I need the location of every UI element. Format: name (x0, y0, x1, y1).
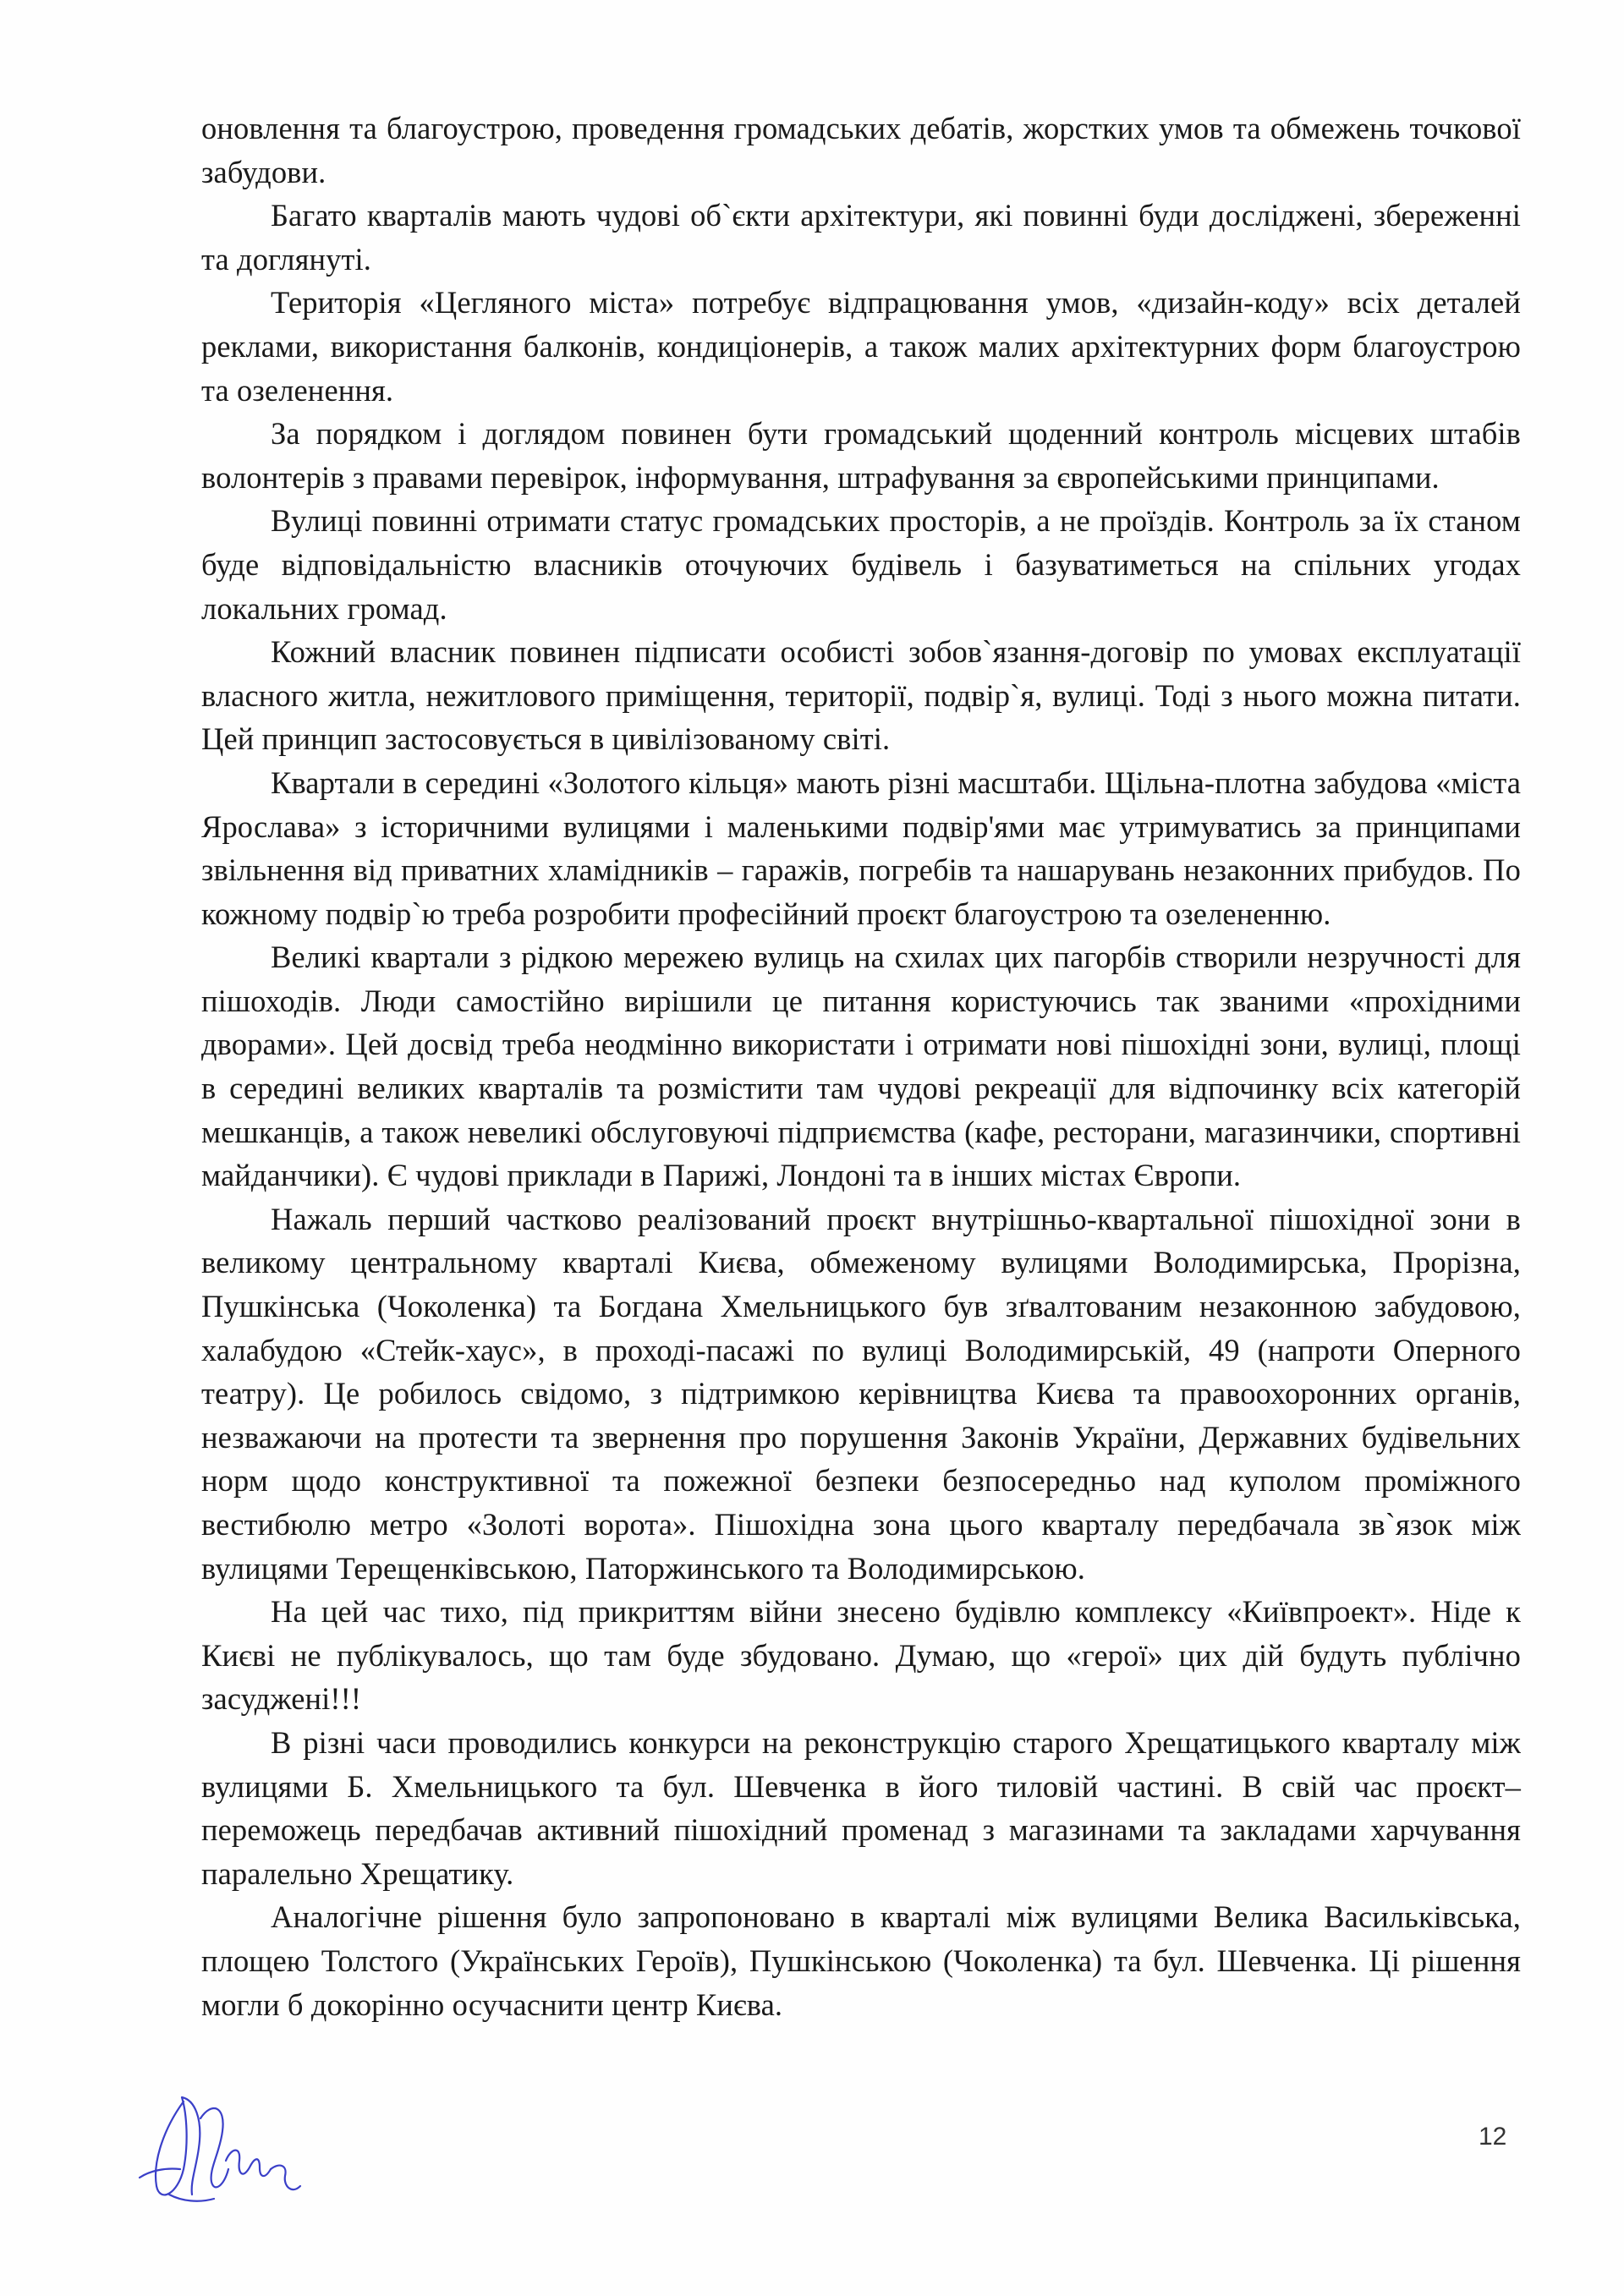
paragraph: Великі квартали з рідкою мережею вулиць на схилах цих пагорбів створили незручності для пішоходів. Люди самостійно вирішили це питання користуючись так званими «прохідними дворами». Цей досвід треба неодмінно використати і отримати нові пішохідні зони, вулиці, площі в середині великих кварталів та розмістити там чудові рекреації для відпочинку всіх категорій мешканців, а також невеликі обслуговуючі підприємства (кафе, ресторани, магазинчики, спортивні майданчики). Є чудові приклади в Парижі, Лондоні та в інших містах Європи. (201, 940, 1521, 1193)
body-text (201, 107, 1521, 2026)
paragraph: В різні часи проводились конкурси на реконструкцію старого Хрещатицького кварталу між вулицями Б. Хмельницького та бул. Шевченка в його тиловій частині. В свій час проєкт–переможець передбачав активний пішохідний променад з магазинами та закладами харчування паралельно Хрещатику. (201, 1724, 1521, 1891)
paragraph: На цей час тихо, під прикриттям війни знесено будівлю комплексу «Київпроект». Ніде к Києві не публікувалось, що там буде збудовано. Думаю, що «герої» цих дій будуть публічно засуджені!!! (201, 1594, 1521, 1717)
paragraph: Кожний власник повинен підписати особисті зобов`язання-договір по умовах експлуатації власного житла, нежитлового приміщення, території, подвір`я, вулиці. Тоді з нього можна питати. Цей принцип застосовується в цивілізованому світі. (201, 634, 1521, 757)
paragraph: Територія «Цегляного міста» потребує відпрацювання умов, «дизайн-коду» всіх деталей реклами, використання балконів, кондиціонерів, а також малих архітектурних форм благоустрою та озеленення. (201, 285, 1521, 408)
page-number: 12 (1479, 2123, 1507, 2151)
paragraph: Вулиці повинні отримати статус громадських просторів, а не проїздів. Контроль за їх станом буде відповідальністю власників оточуючих будівель і базуватиметься на спільних угодах локальних громад. (201, 503, 1521, 626)
paragraph: Нажаль перший частково реалізований проєкт внутрішньо-квартальної пішохідної зони в великому центральному кварталі Києва, обмеженому вулицями Володимирська, Прорізна, Пушкінська (Чоколенка) та Богдана Хмельницького був зґвалтованим незаконною забудовою, халабудою «Стейк-хаус», в проході-пасажі по вулиці Володимирській, 49 (напроти Оперного театру). Це робилось свідомо, з підтримкою керівництва Києва та правоохоронних органів, незважаючи на протести та звернення про порушення Законів України, Державних будівельних норм щодо конструктивної та пожежної безпеки безпосередньо над куполом проміжного вестибюлю метро «Золоті ворота». Пішохідна зона цього кварталу передбачала зв`язок між вулицями Терещенківською, Паторжинського та Володимирською. (201, 1201, 1521, 1586)
paragraph: За порядком і доглядом повинен бути громадський щоденний контроль місцевих штабів волонтерів з правами перевірок, інформування, штрафування за європейськими принципами. (201, 416, 1521, 495)
paragraph-continuation: оновлення та благоустрою, проведення громадських дебатів, жорстких умов та обмежень точкової забудови. (201, 111, 1521, 189)
handwritten-signature (131, 2068, 309, 2216)
paragraph: Аналогічне рішення було запропоновано в кварталі між вулицями Велика Васильківська, площею Толстого (Українських Героїв), Пушкінською (Чоколенка) та бул. Шевченка. Ці рішення могли б докорінно осучаснити центр Києва. (201, 1899, 1521, 2022)
paragraph: Квартали в середині «Золотого кільця» мають різні масштаби. Щільна-плотна забудова «міста Ярослава» з історичними вулицями і маленькими подвір'ями має утримуватись за принципами звільнення від приватних хламідників – гаражів, погребів та нашарувань незаконних прибудов. По кожному подвір`ю треба розробити професійний проєкт благоустрою та озелененню. (201, 764, 1521, 931)
paragraph: Багато кварталів мають чудові об`єкти архітектури, які повинні буди досліджені, збереженні та доглянуті. (201, 198, 1521, 277)
